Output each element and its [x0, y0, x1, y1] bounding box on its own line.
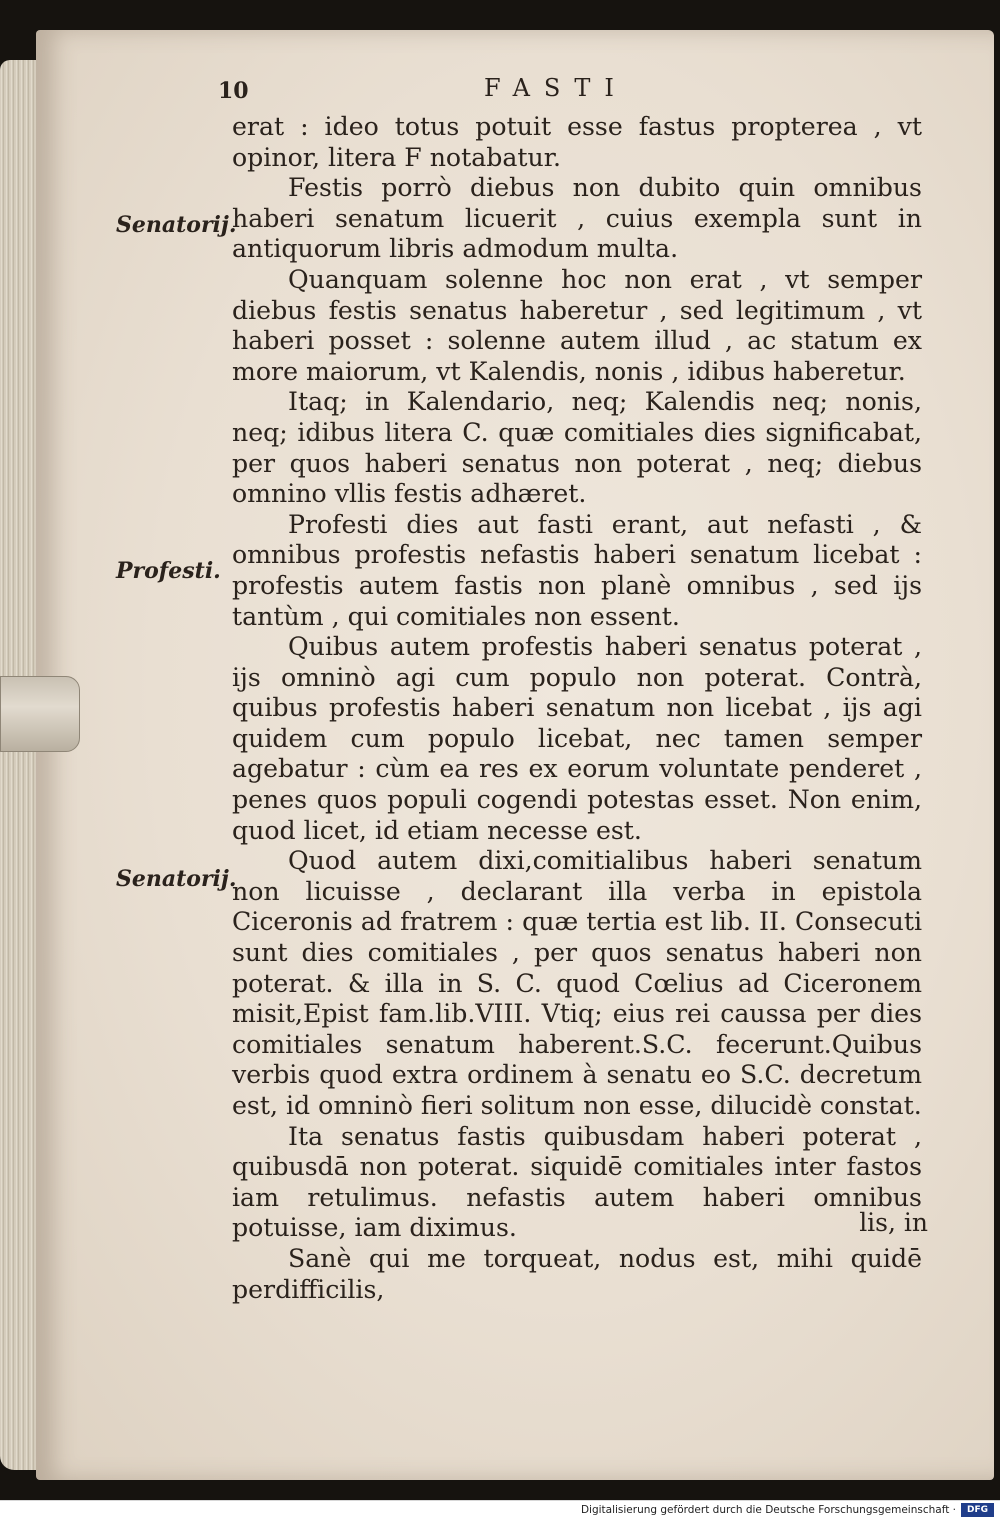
footer-bar: [0, 1500, 1000, 1521]
paragraph: Profesti dies aut fasti erant, aut nefasti , & omnibus profestis nefastis haberi senatum licebat : profestis autem fastis non planè omnibus , sed ijs tantùm , qui comitiales non essent.: [232, 509, 922, 631]
catchword: lis, in: [859, 1208, 928, 1237]
paragraph: Quod autem dixi,comitialibus haberi senatum non licuisse , declarant illa verba in epistola Ciceronis ad fratrem : quæ tertia est lib. II. Consecuti sunt dies comitiales , per quos senatus haberi non poterat. & illa in S. C. quod Cœlius ad Ciceronem misit,Epist fam.lib.VIII. Vtiq; eius rei caussa per dies comitiales senatum haberent.S.C. fecerunt.Quibus verbis quod extra ordinem à senatu eo S.C. decretum est, id omninò fieri solitum non esse, dilucidè constat.: [232, 846, 922, 1120]
running-title: FASTI: [484, 74, 628, 102]
margin-note-senatorij-2: Senatorij.: [116, 866, 237, 892]
page-number: 10: [218, 78, 249, 104]
paragraph: Quibus autem profestis haberi senatus poterat , ijs omninò agi cum populo non poterat. Contrà, quibus profestis haberi senatum non licebat , ijs agi quidem cum populo licebat, nec tamen semper agebatur : cùm ea res ex eorum voluntate penderet , penes quos populi cogendi potestas esset. Non enim, quod licet, id etiam necesse est.: [232, 632, 922, 845]
dfg-logo-icon: DFG: [961, 1503, 994, 1517]
body-text: [232, 112, 922, 1305]
paragraph: Ita senatus fastis quibusdam haberi poterat , quibusdā non poterat. siquidē comitiales inter fastos iam retulimus. nefastis autem haberi omnibus potuisse, iam diximus.: [232, 1121, 922, 1243]
paragraph: Quanquam solenne hoc non erat , vt semper diebus festis senatus haberetur , sed legitimum , vt haberi posset : solenne autem illud , ac statum ex more maiorum, vt Kalendis, nonis , idibus haberetur.: [232, 264, 922, 386]
page-clip: [0, 676, 80, 752]
margin-note-senatorij: Senatorij.: [116, 212, 237, 238]
paragraph: Festis porrò diebus non dubito quin omnibus haberi senatum licuerit , cuius exempla sunt in antiquorum libris admodum multa.: [232, 173, 922, 264]
funding-credit: Digitalisierung gefördert durch die Deutsche Forschungsgemeinschaft ·: [580, 1504, 956, 1516]
paragraph: erat : ideo totus potuit esse fastus propterea , vt opinor, litera F notabatur.: [232, 112, 922, 172]
paragraph: Sanè qui me torqueat, nodus est, mihi quidē perdifficilis,: [232, 1243, 922, 1304]
margin-note-profesti: Profesti.: [116, 558, 221, 584]
paragraph: Itaq; in Kalendario, neq; Kalendis neq; nonis, neq; idibus litera C. quæ comitiales dies significabat, per quos haberi senatus non poterat , neq; diebus omnino vllis festis adhæret.: [232, 387, 922, 509]
